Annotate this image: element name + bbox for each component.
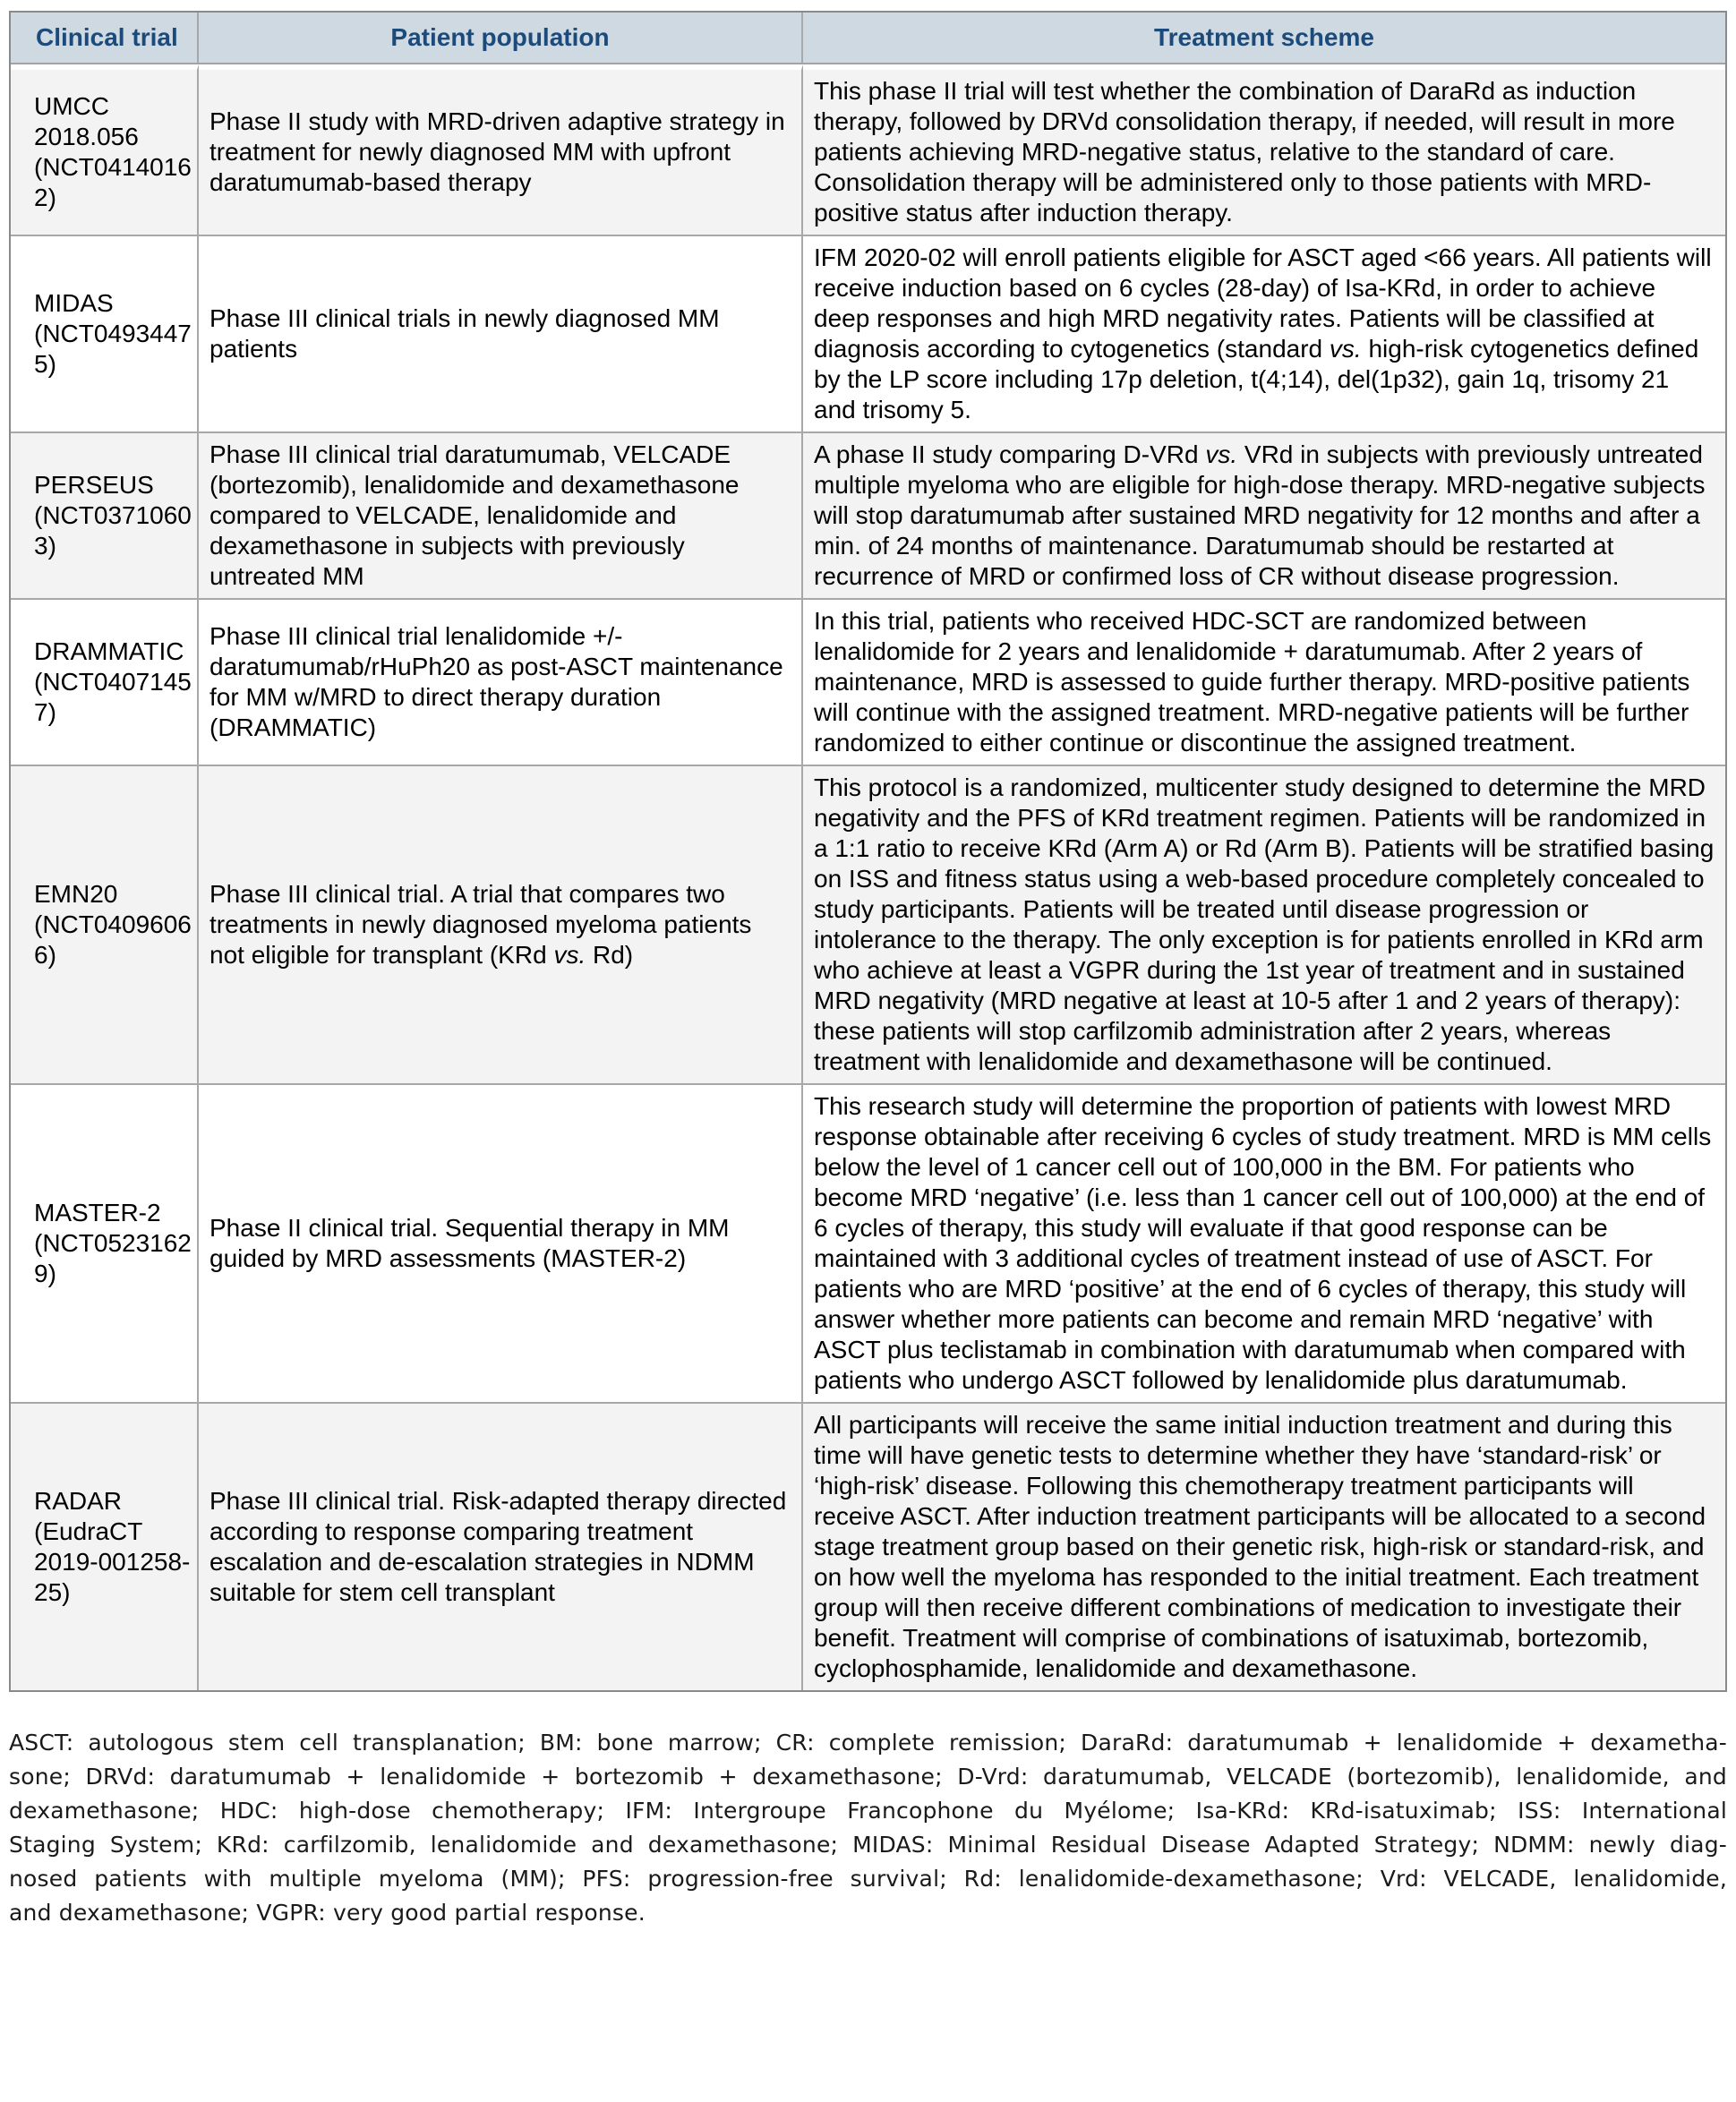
abbreviations-footnote — [9, 1726, 1727, 1930]
table-row — [11, 235, 1725, 432]
treatment-scheme-cell: All participants will receive the same initial induction treatment and during this time will have genetic tests to determine whether they have ‘standard-risk’ or ‘high-risk’ disease. Following this chemotherapy treatment participants will receive ASCT. After induction treatment participants will be allocated to a second stage treatment group based on their genetic risk, high-risk or standard-risk, and on how well the myeloma has responded to the initial treatment. Each treatment group will then receive different combinations of medication to investigate their benefit. Treatment will comprise of combinations of isatuximab, bortezomib, cyclophosphamide, lenalidomide and dexamethasone. — [803, 1402, 1725, 1690]
table-row — [11, 765, 1725, 1083]
footnote-line: sone; DRVd: daratumumab + lenalidomide + bortezomib + dexamethasone; D-Vrd: daratumumab, VELCADE (bortezomib), lenalidomide, and — [9, 1764, 1727, 1790]
trial-id-cell: MASTER-2 (NCT05231629) — [11, 1083, 199, 1402]
treatment-scheme-cell: This research study will determine the proportion of patients with lowest MRD response obtainable after receiving 6 cycles of study treatment. MRD is MM cells below the level of 1 cancer cell out of 100,000 in the BM. For patients who become MRD ‘negative’ (i.e. less than 1 cancer cell out of 100,000) at the end of 6 cycles of therapy, this study will evaluate if that good response can be maintained with 3 additional cycles of treatment instead of use of ASCT. For patients who are MRD ‘positive’ at the end of 6 cycles of therapy, this study will answer whether more patients can become and remain MRD ‘negative’ with ASCT plus teclistamab in combination with daratumumab when compared with patients who undergo ASCT followed by lenalidomide plus daratumumab. — [803, 1083, 1725, 1402]
patient-population-cell: Phase II study with MRD-driven adaptive strategy in treatment for newly diagnosed MM with upfront daratumumab-based therapy — [199, 64, 803, 235]
clinical-trials-table — [9, 11, 1727, 1692]
footnote-line: and dexamethasone; VGPR: very good partial response. — [9, 1900, 646, 1926]
patient-population-cell: Phase III clinical trial. A trial that compares two treatments in newly diagnosed myeloma patients not eligible for transplant (KRd vs. Rd) — [199, 765, 803, 1083]
table-row — [11, 1083, 1725, 1402]
footnote-line: dexamethasone; HDC: high-dose chemotherapy; IFM: Intergroupe Francophone du Myélome; Isa-KRd: KRd-isatuximab; ISS: International — [9, 1798, 1727, 1824]
footnote-line: Staging System; KRd: carfilzomib, lenalidomide and dexamethasone; MIDAS: Minimal Residual Disease Adapted Strategy; NDMM: newly diag- — [9, 1832, 1727, 1858]
column-header-treatment-scheme: Treatment scheme — [803, 13, 1725, 64]
table-row — [11, 598, 1725, 765]
trial-id-cell: PERSEUS (NCT03710603) — [11, 432, 199, 598]
treatment-scheme-cell: This protocol is a randomized, multicenter study designed to determine the MRD negativity and the PFS of KRd treatment regimen. Patients will be randomized in a 1:1 ratio to receive KRd (Arm A) or Rd (Arm B). Patients will be stratified basing on ISS and fitness status using a web-based procedure completely concealed to study participants. Patients will be treated until disease progression or intolerance to the therapy. The only exception is for patients enrolled in KRd arm who achieve at least a VGPR during the 1st year of treatment and in sustained MRD negativity (MRD negative at least at 10-5 after 1 and 2 years of therapy): these patients will stop carfilzomib administration after 2 years, whereas treatment with lenalidomide and dexamethasone will be continued. — [803, 765, 1725, 1083]
treatment-scheme-cell: A phase II study comparing D-VRd vs. VRd in subjects with previously untreated multiple myeloma who are eligible for high-dose therapy. MRD-negative subjects will stop daratumumab after sustained MRD negativity for 12 months and after a min. of 24 months of maintenance. Daratumumab should be restarted at recurrence of MRD or confirmed loss of CR without disease progression. — [803, 432, 1725, 598]
trial-id-cell: RADAR (EudraCT 2019-001258-25) — [11, 1402, 199, 1690]
patient-population-cell: Phase III clinical trials in newly diagnosed MM patients — [199, 235, 803, 432]
treatment-scheme-cell: In this trial, patients who received HDC-SCT are randomized between lenalidomide for 2 years and lenalidomide + daratumumab. After 2 years of maintenance, MRD is assessed to guide further therapy. MRD-positive patients will continue with the assigned treatment. MRD-negative patients will be further randomized to either continue or discontinue the assigned treatment. — [803, 598, 1725, 765]
patient-population-cell: Phase II clinical trial. Sequential therapy in MM guided by MRD assessments (MASTER-2) — [199, 1083, 803, 1402]
column-header-clinical-trial: Clinical trial — [11, 13, 199, 64]
table-row — [11, 64, 1725, 235]
patient-population-cell: Phase III clinical trial. Risk-adapted therapy directed according to response comparing treatment escalation and de-escalation strategies in NDMM suitable for stem cell transplant — [199, 1402, 803, 1690]
patient-population-cell: Phase III clinical trial daratumumab, VELCADE (bortezomib), lenalidomide and dexamethasone compared to VELCADE, lenalidomide and dexamethasone in subjects with previously untreated MM — [199, 432, 803, 598]
header-row — [11, 13, 1725, 64]
table-row — [11, 1402, 1725, 1690]
trial-id-cell: MIDAS (NCT04934475) — [11, 235, 199, 432]
footnote-line: ASCT: autologous stem cell transplanation; BM: bone marrow; CR: complete remission; DaraRd: daratumumab + lenalidomide + dexametha- — [9, 1730, 1727, 1756]
table-row — [11, 432, 1725, 598]
patient-population-cell: Phase III clinical trial lenalidomide +/- daratumumab/rHuPh20 as post-ASCT maintenance for MM w/MRD to direct therapy duration (DRAMMATIC) — [199, 598, 803, 765]
trial-id-cell: UMCC 2018.056 (NCT04140162) — [11, 64, 199, 235]
column-header-patient-population: Patient population — [199, 13, 803, 64]
trial-id-cell: EMN20 (NCT04096066) — [11, 765, 199, 1083]
trial-id-cell: DRAMMATIC (NCT04071457) — [11, 598, 199, 765]
treatment-scheme-cell: IFM 2020-02 will enroll patients eligible for ASCT aged <66 years. All patients will receive induction based on 6 cycles (28-day) of Isa-KRd, in order to achieve deep responses and high MRD negativity rates. Patients will be classified at diagnosis according to cytogenetics (standard vs. high-risk cytogenetics defined by the LP score including 17p deletion, t(4;14), del(1p32), gain 1q, trisomy 21 and trisomy 5. — [803, 235, 1725, 432]
footnote-line: nosed patients with multiple myeloma (MM); PFS: progression-free survival; Rd: lenalidomide-dexamethasone; Vrd: VELCADE, lenalidomide, — [9, 1866, 1727, 1892]
treatment-scheme-cell: This phase II trial will test whether the combination of DaraRd as induction therapy, followed by DRVd consolidation therapy, if needed, will result in more patients achieving MRD-negative status, relative to the standard of care. Consolidation therapy will be administered only to those patients with MRD-positive status after induction therapy. — [803, 64, 1725, 235]
